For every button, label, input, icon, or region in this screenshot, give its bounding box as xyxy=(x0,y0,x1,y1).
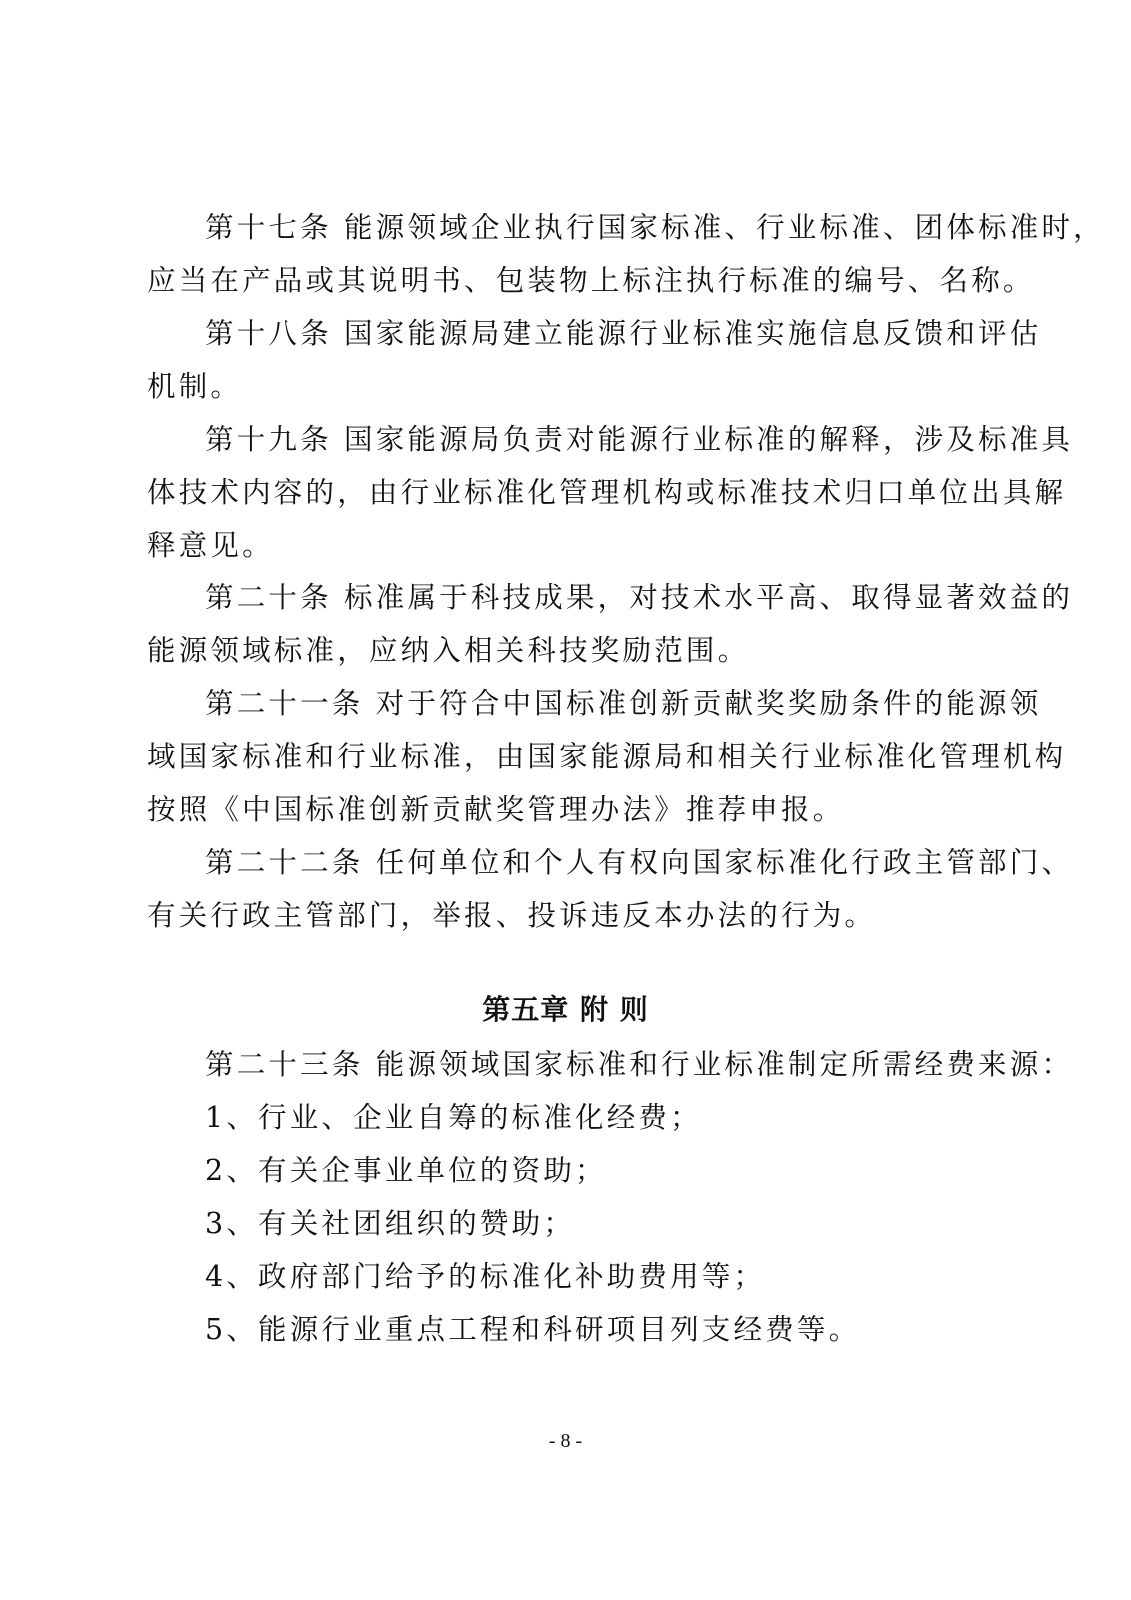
article-19-line-3: 释意见。 xyxy=(147,529,274,562)
article-22-line-2: 有关行政主管部门，举报、投诉违反本办法的行为。 xyxy=(147,899,877,932)
funding-item-2: 2、有关企事业单位的资助； xyxy=(205,1154,607,1187)
article-21-line-1: 第二十一条 对于符合中国标准创新贡献奖奖励条件的能源领 xyxy=(205,687,1042,720)
article-21-line-3: 按照《中国标准创新贡献奖管理办法》推荐申报。 xyxy=(147,793,845,826)
article-17-line-2: 应当在产品或其说明书、包装物上标注执行标准的编号、名称。 xyxy=(147,264,1035,297)
article-18-line-1: 第十八条 国家能源局建立能源行业标准实施信息反馈和评估 xyxy=(205,317,1042,350)
article-19-line-2: 体技术内容的，由行业标准化管理机构或标准技术归口单位出具解 xyxy=(147,476,1067,509)
funding-item-5: 5、能源行业重点工程和科研项目列支经费等。 xyxy=(205,1313,861,1346)
funding-item-4: 4、政府部门给予的标准化补助费用等； xyxy=(205,1260,766,1293)
article-23-line-1: 第二十三条 能源领域国家标准和行业标准制定所需经费来源： xyxy=(205,1048,1074,1081)
article-21-line-2: 域国家标准和行业标准，由国家能源局和相关行业标准化管理机构 xyxy=(147,740,1067,773)
funding-item-1: 1、行业、企业自筹的标准化经费； xyxy=(205,1101,702,1134)
page-number: - 8 - xyxy=(548,1430,583,1452)
article-17-line-1: 第十七条 能源领域企业执行国家标准、行业标准、团体标准时， xyxy=(205,211,1105,244)
article-19-line-1: 第十九条 国家能源局负责对能源行业标准的解释，涉及标准具 xyxy=(205,423,1074,456)
article-18-line-2: 机制。 xyxy=(147,370,243,403)
article-20-line-2: 能源领域标准，应纳入相关科技奖励范围。 xyxy=(147,634,750,667)
funding-item-3: 3、有关社团组织的赞助； xyxy=(205,1207,576,1240)
chapter-five-heading: 第五章 附 则 xyxy=(482,993,649,1026)
article-20-line-1: 第二十条 标准属于科技成果，对技术水平高、取得显著效益的 xyxy=(205,581,1074,614)
article-22-line-1: 第二十二条 任何单位和个人有权向国家标准化行政主管部门、 xyxy=(205,846,1074,879)
